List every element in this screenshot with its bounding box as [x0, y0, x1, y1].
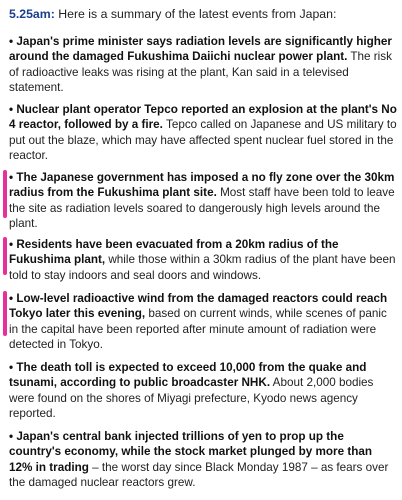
intro-line [9, 7, 397, 22]
summary-item-5 [9, 291, 397, 352]
summary-item-text: while those within a 30km radius of the plant have been told to stay indoors and seal doors and windows. [9, 253, 396, 282]
summary-item-headline: • The death toll is expected to exceed 10,000 from the quake and tsunami, according to public broadcaster NHK. [9, 361, 367, 390]
summary-item-text: About 2,000 bodies were found on the shores of Miyagi prefecture, Kyodo news agency reported. [9, 376, 374, 420]
summary-item-text: Tepco called on Japanese and US military to put out the blaze, which may have affected spent nuclear fuel stored in the reactor. [9, 118, 397, 162]
summary-item-text: – the worst day since Black Monday 1987 – as fears over the damaged nuclear reactors grew. [9, 460, 389, 489]
summary-item-headline: • Japan's central bank injected trillions of yen to prop up the country's economy, while the stock market plunged by more than 12% in trading [9, 430, 373, 474]
summary-item-headline: • The Japanese government has imposed a no fly zone over the 30km radius from the Fukushima plant site. [9, 171, 395, 200]
highlight-marker [3, 291, 7, 336]
summary-item-7 [9, 429, 397, 490]
summary-item-2 [9, 102, 397, 163]
summary-item-headline: • Nuclear plant operator Tepco reported an explosion at the plant's No 4 reactor, followed by a fire. [9, 103, 397, 132]
highlight-marker [3, 170, 7, 218]
summary-item-1 [9, 34, 397, 95]
summary-item-3 [9, 170, 397, 231]
summary-item-text: based on current winds, while scenes of panic in the capital have been reported after minute amount of radiation were detected in Tokyo. [9, 307, 387, 351]
timestamp: 5.25am: [9, 7, 55, 21]
summary-item-text: Most staff have been told to leave the site as radiation levels soared to dangerously high levels around the plant. [9, 186, 395, 230]
summary-item-text: The risk of radioactive leaks was rising at the plant, Kan said in a televised statement. [9, 50, 392, 94]
summary-item-headline: • Japan's prime minister says radiation levels are significantly higher around the damaged Fukushima Daiichi nuclear power plant. [9, 35, 392, 64]
summary-item-4 [9, 237, 397, 283]
intro-text: Here is a summary of the latest events from Japan: [54, 7, 337, 21]
highlight-marker [3, 237, 7, 275]
summary-item-headline: • Residents have been evacuated from a 20km radius of the Fukushima plant, [9, 238, 339, 267]
summary-item-headline: • Low-level radioactive wind from the damaged reactors could reach Tokyo later this evening, [9, 292, 388, 321]
summary-item-6 [9, 360, 397, 421]
